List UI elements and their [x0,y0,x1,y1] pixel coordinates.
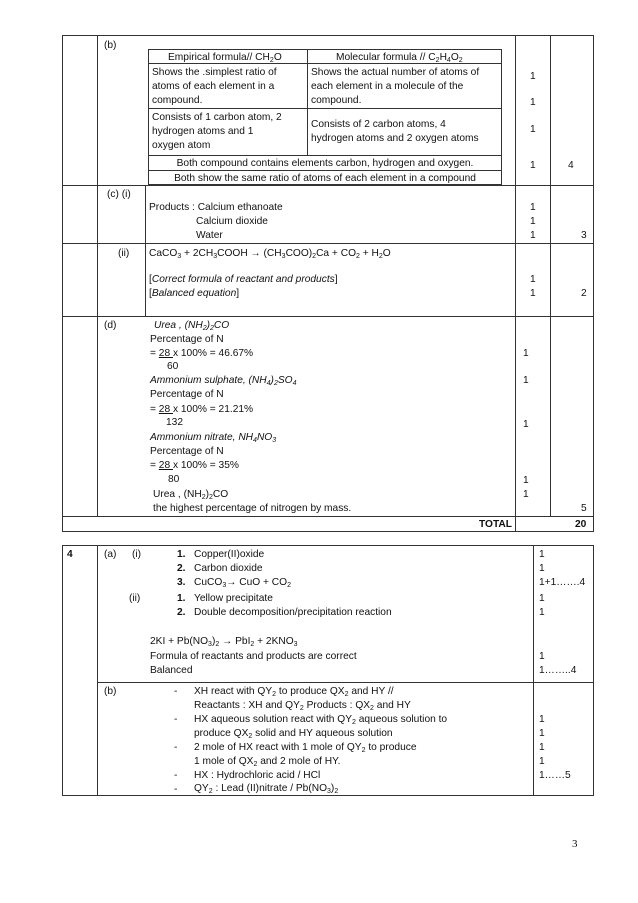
marking-criterion: [Balanced equation] [149,288,240,299]
q4-col-line-1 [97,545,98,796]
q3-ci-label: (c) (i) [107,189,131,200]
q3-cii-mark: 1 [530,274,536,285]
q4-aii-mark: 1……..4 [539,665,577,676]
q3-d-total: 5 [581,503,587,514]
q4-ai-mark: 1 [539,563,545,574]
q4-a-label: (a) [104,549,117,560]
marking-criterion: Formula of reactants and products are correct [150,651,357,662]
q4-ai-label: (i) [132,549,142,560]
bullet-dash: - [174,686,178,697]
q4-b-mark: 1 [539,714,545,725]
q3-row-line-3 [62,316,594,317]
answer-yellow-precipitate: Yellow precipitate [194,593,273,604]
molecular-row1-line1: Shows the actual number of atoms of [311,67,480,78]
q4-row-line [97,682,594,683]
ammonium-nitrate-formula: Ammonium nitrate, $NH_4NO_3$ [150,432,277,444]
q4-aii-label: (ii) [129,593,141,604]
molecular-row2-line2: hydrogen atoms and 2 oxygen atoms [311,133,479,144]
q3-col-line-4 [550,35,551,516]
q3-col-line-2 [145,185,146,316]
q4-b-mark: 1 [539,756,545,767]
empirical-row1-line1: Shows the .simplest ratio of [152,67,277,78]
bullet-dash: - [174,784,178,795]
q4-col-line-2 [533,545,534,796]
urea-calculation: = 28 x 100% = 46.67% [150,348,254,359]
bullet-dash: - [174,770,178,781]
percentage-label: Percentage of N [150,389,224,400]
q3-row-line-4 [62,516,594,517]
similarity-row-2: Both show the same ratio of atoms of each element in a compound [174,173,476,184]
q3-cii-total: 2 [581,288,587,299]
mole-ratio-statement: 2 mole of HX react with 1 mole of $QY_2$ to produce [194,742,417,754]
q3-col-line-1 [97,35,98,516]
marking-criterion: Balanced [150,665,193,676]
conclusion-line: Urea , $(NH_2)_2CO$ [153,489,229,501]
q3-b-label: (b) [104,40,117,51]
ammonium-nitrate-calculation: = 28 x 100% = 35% [150,460,239,471]
similarity-row-1: Both compound contains elements carbon, hydrogen and oxygen. [176,158,474,169]
q3-d-mark: 1 [523,475,529,486]
products-line: Water [196,230,223,241]
hx-identity: HX : Hydrochloric acid / HCl [194,770,321,781]
empirical-row2-line2: hydrogen atoms and 1 [152,126,254,137]
total-value: 20 [575,519,587,530]
list-number: 1. [177,549,186,560]
q3-d-label: (d) [104,320,117,331]
list-number: 3. [177,577,186,588]
aqueous-reaction-statement-cont: produce $QX_2$ solid and HY aqueous solution [194,728,393,740]
page-number: 3 [572,838,578,850]
inner-col-line [307,49,308,155]
q3-b-mark: 1 [530,97,536,108]
products-line: Calcium dioxide [196,216,268,227]
q3-b-total: 4 [568,160,574,171]
q3-ci-total: 3 [581,230,587,241]
list-number: 1. [177,593,186,604]
aqueous-reaction-statement: HX aqueous solution react with $QY_2$ aqueous solution to [194,714,448,726]
molecular-formula-header: Molecular formula // $C_2H_4O_2$ [336,52,463,64]
q3-d-mark: 1 [523,419,529,430]
q4-b-label: (b) [104,686,117,697]
list-number: 2. [177,563,186,574]
q3-col-line-3 [515,35,516,532]
q4-number: 4 [67,549,73,560]
molecular-row2-line1: Consists of 2 carbon atoms, 4 [311,119,446,130]
mole-ratio-statement-cont: 1 mole of $QX_2$ and 2 mole of HY. [194,756,341,768]
empirical-row2-line1: Consists of 1 carbon atom, 2 [152,112,282,123]
q3-ci-mark: 1 [530,216,536,227]
q3-b-mark: 1 [530,71,536,82]
inner-row-line-3 [148,155,502,156]
q3-cii-label: (ii) [118,248,130,259]
ammonium-sulphate-denominator: 132 [166,417,183,428]
ammonium-sulphate-formula: Ammonium sulphate, $(NH_4)_2SO_4$ [150,375,297,387]
reaction-statement: XH react with $QY_2$ to produce $QX_2$ and HY // [194,686,394,698]
answer-decomposition-equation: CuCO$_3$→ CuO + $CO_2$ [194,577,291,589]
bullet-dash: - [174,742,178,753]
conclusion-line: the highest percentage of nitrogen by mass. [153,503,352,514]
precipitation-equation: $2KI + Pb(NO_3)_2 \to PbI_2 + 2KNO_3$ [150,636,298,648]
percentage-label: Percentage of N [150,446,224,457]
q3-cii-mark: 1 [530,288,536,299]
products-line: Products : Calcium ethanoate [149,202,283,213]
q3-ci-mark: 1 [530,230,536,241]
q4-ai-mark: 1+1…….4 [539,577,586,588]
ammonium-nitrate-denominator: 80 [168,474,180,485]
total-label: TOTAL [479,519,513,530]
q4-aii-mark: 1 [539,651,545,662]
molecular-row1-line3: compound. [311,95,362,106]
q3-ci-mark: 1 [530,202,536,213]
list-number: 2. [177,607,186,618]
q3-b-mark: 1 [530,124,536,135]
ammonium-sulphate-calculation: = 28 x 100% = 21.21% [150,404,254,415]
q3-d-mark: 1 [523,375,529,386]
empirical-row1-line2: atoms of each element in a [152,81,275,92]
answer-copper-oxide: Copper(II)oxide [194,549,265,560]
q4-b-mark: 1 [539,728,545,739]
q3-d-mark: 1 [523,348,529,359]
q4-aii-mark: 1 [539,593,545,604]
q4-ai-mark: 1 [539,549,545,560]
q3-b-mark: 1 [530,160,536,171]
empirical-row1-line3: compound. [152,95,203,106]
reactants-products-line: Reactants : XH and $QY_2$ Products : $QX_2$ and HY [194,700,411,712]
q4-aii-mark: 1 [539,607,545,618]
inner-row-line-2 [148,108,502,109]
marking-criterion: [Correct formula of reactant and products] [149,274,338,285]
empirical-formula-header: Empirical formula// $CH_2O$ [168,52,282,64]
bullet-dash: - [174,714,178,725]
empirical-row2-line3: oxygen atom [152,140,211,151]
qy2-identity: $QY_2$ : Lead (II)nitrate / $Pb(NO_3)_2$ [194,783,339,795]
chemical-equation: CaCO$_3$ + $2CH_3COOH \to (CH_3COO)_2Ca + CO_2 + H_2O$ [149,248,391,260]
urea-denominator: 60 [167,361,179,372]
molecular-row1-line2: each element in a molecule of the [311,81,464,92]
answer-reaction-type: Double decomposition/precipitation reaction [194,607,392,618]
q4-b-mark: 1……5 [539,770,571,781]
q3-row-line-2 [62,243,594,244]
q4-b-mark: 1 [539,742,545,753]
answer-carbon-dioxide: Carbon dioxide [194,563,263,574]
q3-d-mark: 1 [523,489,529,500]
percentage-label: Percentage of N [150,334,224,345]
urea-formula: Urea , $(NH_2)_2CO$ [154,320,230,332]
